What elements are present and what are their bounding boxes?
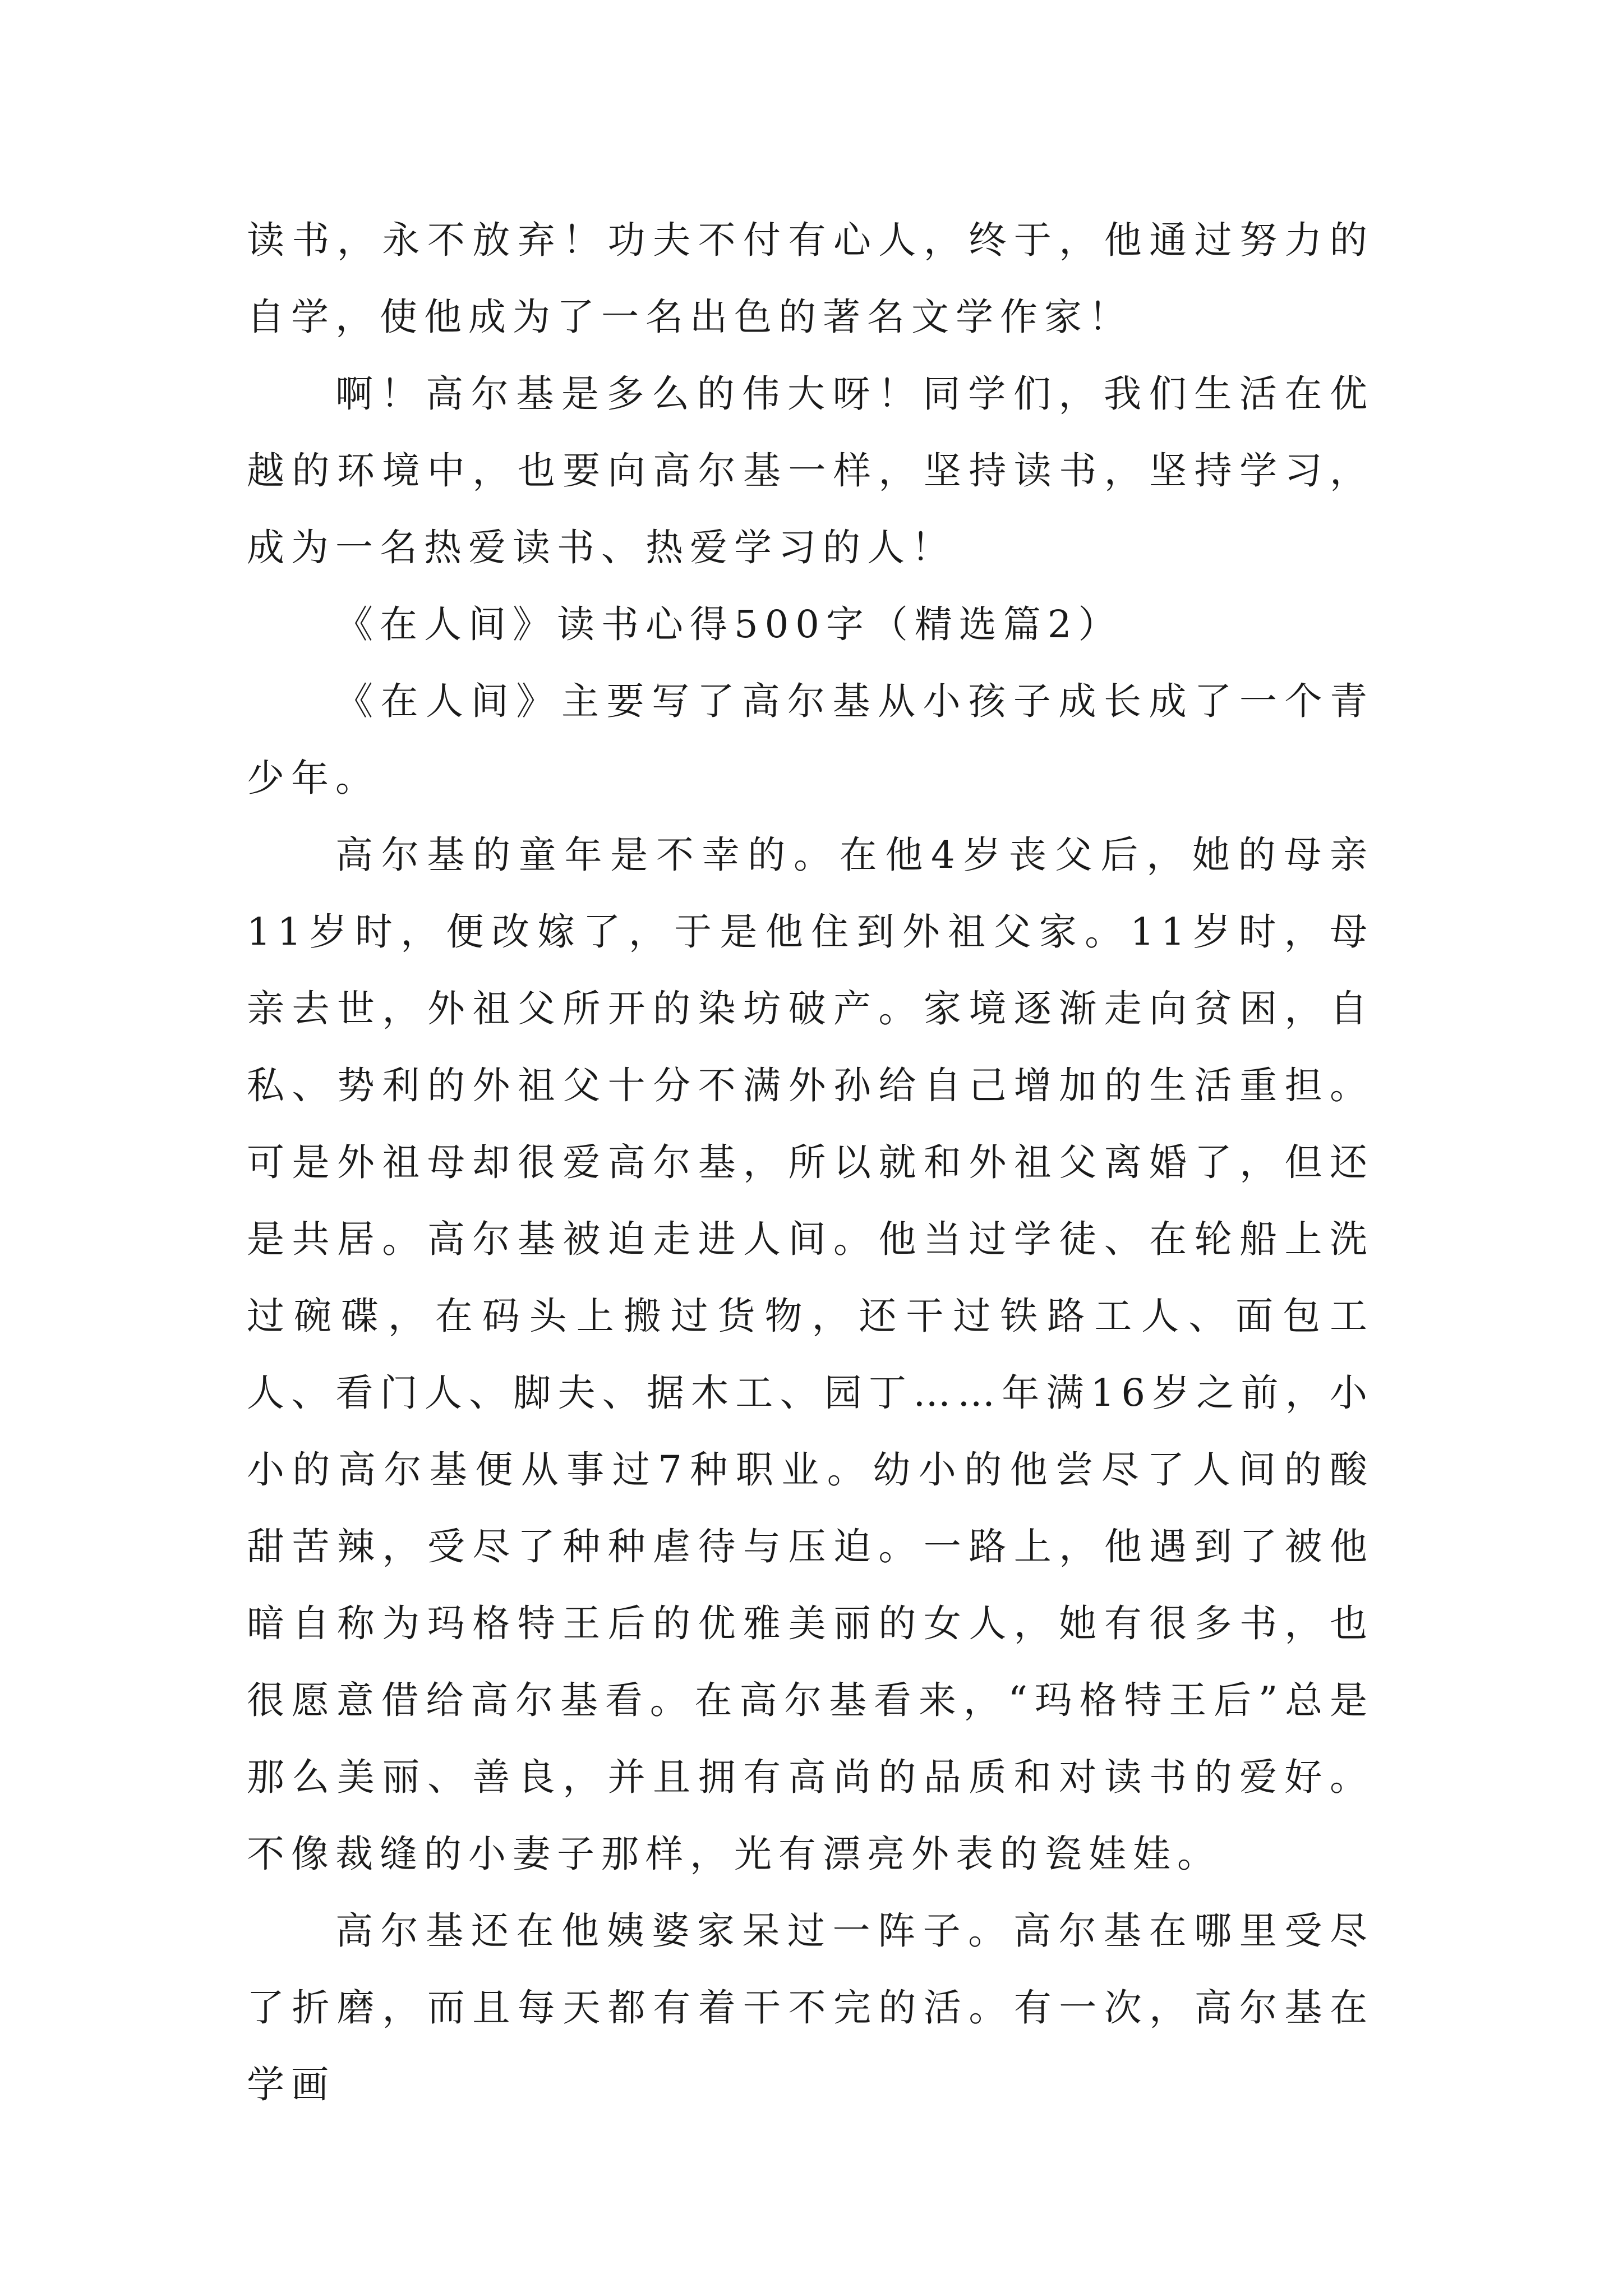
- paragraph: 《在人间》主要写了高尔基从小孩子成长成了一个青少年。: [247, 679, 1374, 800]
- paragraph-continuation: 读书，永不放弃！功夫不付有心人，终于，他通过努力的自学，使他成为了一名出色的著名文学作家！: [247, 218, 1374, 339]
- document-body: [247, 202, 1374, 2123]
- paragraph: 高尔基还在他姨婆家呆过一阵子。高尔基在哪里受尽了折磨，而且每天都有着干不完的活。有一次，高尔基在学画: [247, 1909, 1374, 2106]
- paragraph: 啊！高尔基是多么的伟大呀！同学们，我们生活在优越的环境中，也要向高尔基一样，坚持读书，坚持学习，成为一名热爱读书、热爱学习的人！: [247, 372, 1374, 569]
- section-heading: 《在人间》读书心得500字（精选篇2）: [335, 602, 1123, 646]
- paragraph: 高尔基的童年是不幸的。在他4岁丧父后，她的母亲11岁时，便改嫁了，于是他住到外祖父家。11岁时，母亲去世，外祖父所开的染坊破产。家境逐渐走向贫困，自私、势利的外祖父十分不满外孙给自己增加的生活重担。可是外祖母却很爱高尔基，所以就和外祖父离婚了，但还是共居。高尔基被迫走进人间。他当过学徒、在轮船上洗过碗碟，在码头上搬过货物，还干过铁路工人、面包工人、看门人、脚夫、据木工、园丁……年满16岁之前，小小的高尔基便从事过7种职业。幼小的他尝尽了人间的酸甜苦辣，受尽了种种虐待与压迫。一路上，他遇到了被他暗自称为玛格特王后的优雅美丽的女人，她有很多书，也很愿意借给高尔基看。在高尔基看来，“玛格特王后”总是那么美丽、善良，并且拥有高尚的品质和对读书的爱好。不像裁缝的小妻子那样，光有漂亮外表的瓷娃娃。: [247, 833, 1374, 1876]
